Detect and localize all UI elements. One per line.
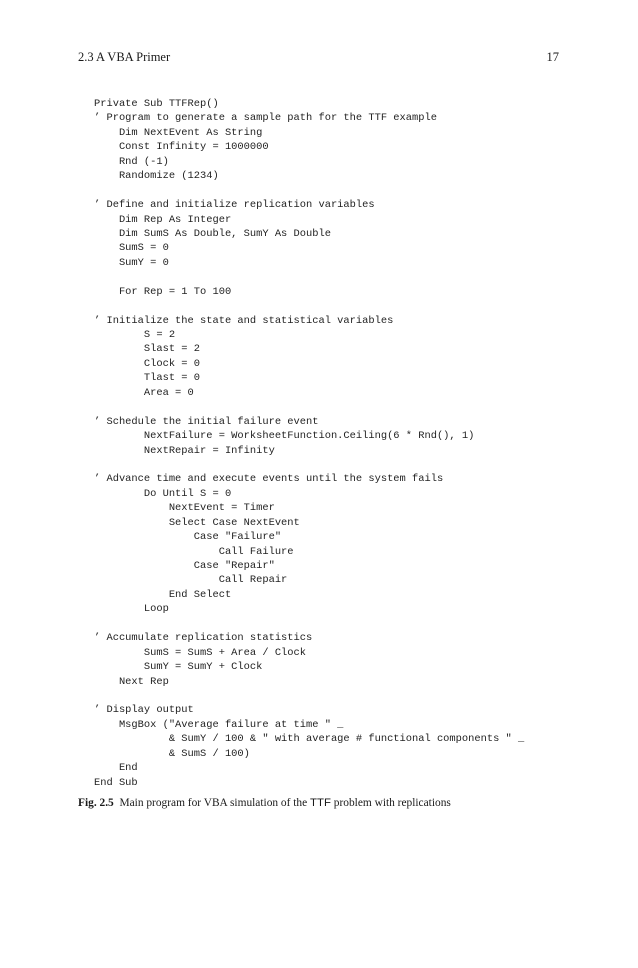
caption-text-before: Main program for VBA simulation of the [119, 797, 308, 809]
caption-text-after: problem with replications [333, 797, 451, 809]
code-blank-line [94, 299, 524, 313]
code-listing [94, 97, 524, 790]
code-comment: ’ Define and initialize replication variables [94, 199, 375, 212]
code-comment: ’ Display output [94, 704, 194, 717]
code-line: SumY = SumY + Clock [94, 661, 263, 674]
code-line: Clock = 0 [94, 357, 201, 370]
code-line: SumS = SumS + Area / Clock [94, 646, 307, 659]
code-comment: ’ Accumulate replication statistics [94, 632, 313, 645]
code-blank-line [94, 617, 524, 631]
code-line: Select Case NextEvent [94, 516, 300, 529]
code-blank-line [94, 270, 524, 284]
code-line: End Select [94, 588, 232, 601]
code-line: Rnd (-1) [94, 155, 169, 168]
code-line: Randomize (1234) [94, 170, 219, 183]
code-comment: ’ Advance time and execute events until the system fails [94, 473, 444, 486]
code-comment: ’ Initialize the state and statistical variables [94, 314, 394, 327]
code-line: Dim Rep As Integer [94, 213, 232, 226]
code-line: Next Rep [94, 675, 169, 688]
code-line: SumS = 0 [94, 242, 169, 255]
caption-acronym: TTF [310, 797, 331, 809]
code-line: Dim NextEvent As String [94, 126, 263, 139]
section-title: 2.3 A VBA Primer [78, 50, 171, 64]
code-blank-line [94, 184, 524, 198]
code-line: For Rep = 1 To 100 [94, 285, 232, 298]
running-header [78, 50, 559, 66]
code-line: Case "Repair" [94, 560, 275, 572]
code-line: Tlast = 0 [94, 372, 201, 385]
code-line: Loop [94, 603, 169, 616]
code-line: Call Repair [94, 574, 288, 587]
code-comment: ’ Program to generate a sample path for the TTF example [94, 112, 437, 125]
code-line: SumY = 0 [94, 256, 169, 269]
page-number: 17 [546, 50, 559, 64]
code-line: End [94, 762, 138, 775]
code-line: Area = 0 [94, 386, 194, 399]
figure-caption [78, 797, 578, 809]
figure-label: Fig. 2.5 [78, 797, 114, 809]
code-blank-line [94, 400, 524, 414]
code-blank-line [94, 689, 524, 703]
code-blank-line [94, 458, 524, 472]
code-line: NextRepair = Infinity [94, 444, 275, 457]
code-line: Slast = 2 [94, 343, 201, 356]
code-line: Case "Failure" [94, 531, 282, 544]
code-line: NextEvent = Timer [94, 502, 275, 515]
code-comment: ’ Schedule the initial failure event [94, 415, 319, 428]
code-line: Call Failure [94, 545, 294, 558]
code-line: & SumY / 100 & " with average # functional components " _ [94, 733, 525, 746]
code-line: MsgBox ("Average failure at time " _ [94, 718, 344, 731]
code-line: End Sub [94, 776, 138, 789]
code-line: NextFailure = WorksheetFunction.Ceiling(6 * Rnd(), 1) [94, 430, 475, 443]
code-line: Do Until S = 0 [94, 487, 232, 500]
code-line: Private Sub TTFRep() [94, 98, 219, 110]
code-line: Const Infinity = 1000000 [94, 141, 269, 154]
code-line: & SumS / 100) [94, 747, 250, 760]
code-line: Dim SumS As Double, SumY As Double [94, 227, 331, 240]
code-line: S = 2 [94, 329, 176, 341]
